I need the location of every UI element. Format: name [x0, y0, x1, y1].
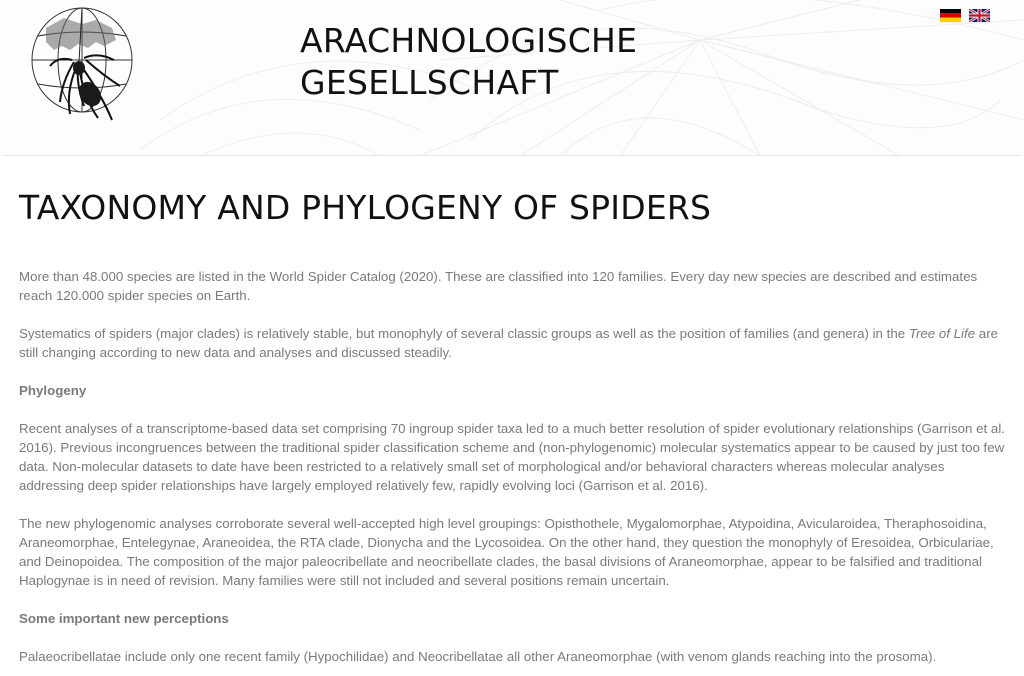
site-title[interactable]: [300, 20, 720, 104]
phylogeny-paragraph-1: Recent analyses of a transcriptome-based data set comprising 70 ingroup spider taxa led to a much better resolution of spider evolutionary relationships (Garrison et al. 2016). Previous incongruences between the traditional spider classification scheme and (non-phylogenomic) molecular systematics appear to be caused by just too few data. Non-molecular datasets to date have been restricted to a relatively small set of morphological and/or behavioral characters whereas molecular analyses addressing deep spider relationships have largely employed relatively few, rapidly evolving loci (Garrison et al. 2016).: [19, 421, 1005, 493]
intro-paragraph: More than 48.000 species are listed in the World Spider Catalog (2020). These are classified into 120 families. Every day new species are described and estimates reach 120.000 spider species on Earth.: [19, 269, 978, 303]
page-title: TAXONOMY AND PHYLOGENY OF SPIDERS: [19, 188, 712, 227]
german-flag-icon[interactable]: [940, 9, 961, 22]
site-title-line-1: ARACHNOLOGISCHE: [300, 21, 638, 60]
systematics-paragraph: [19, 324, 1005, 362]
site-header: [0, 0, 1024, 156]
perceptions-paragraph: Palaeocribellatae include only one recent family (Hypochilidae) and Neocribellatae all other Araneomorphae (with venom glands reaching into the prosoma).: [19, 649, 937, 664]
uk-flag-icon[interactable]: [969, 9, 990, 22]
systematics-text-start: Systematics of spiders (major clades) is relatively stable, but monophyly of several classic groups as well as the position of families (and genera) in the: [19, 326, 909, 341]
systematics-text-end: are still changing according to new data and analyses and discussed steadily.: [19, 326, 999, 360]
language-switcher: [940, 9, 990, 22]
phylogeny-paragraph-2: The new phylogenomic analyses corroborate several well-accepted high level groupings: Opisthothele, Mygalomorphae, Atypoidina, Avicularoidea, Theraphosoidina, Araneomorphae, Entelegynae, Araneoidea, the RTA clade, Dionycha and the Lycosoidea. On the other hand, they question the monophyly of Eresoidea, Orbiculariae, and Deinopoidea. The composition of the major paleocribellate and neocribellate clades, the basal divisions of Araneomorphae, appear to be falsified and traditional Haplogynae is in need of revision. Many families were still not included and several positions remain uncertain.: [19, 516, 994, 588]
tree-of-life-emphasis: Tree of Life: [908, 326, 976, 341]
society-logo[interactable]: [24, 2, 142, 128]
perceptions-heading: Some important new perceptions: [19, 611, 229, 626]
phylogeny-heading: Phylogeny: [19, 383, 87, 398]
header-divider: [4, 155, 1020, 156]
main-content: [19, 186, 1005, 666]
site-title-line-2: GESELLSCHAFT: [300, 63, 559, 102]
